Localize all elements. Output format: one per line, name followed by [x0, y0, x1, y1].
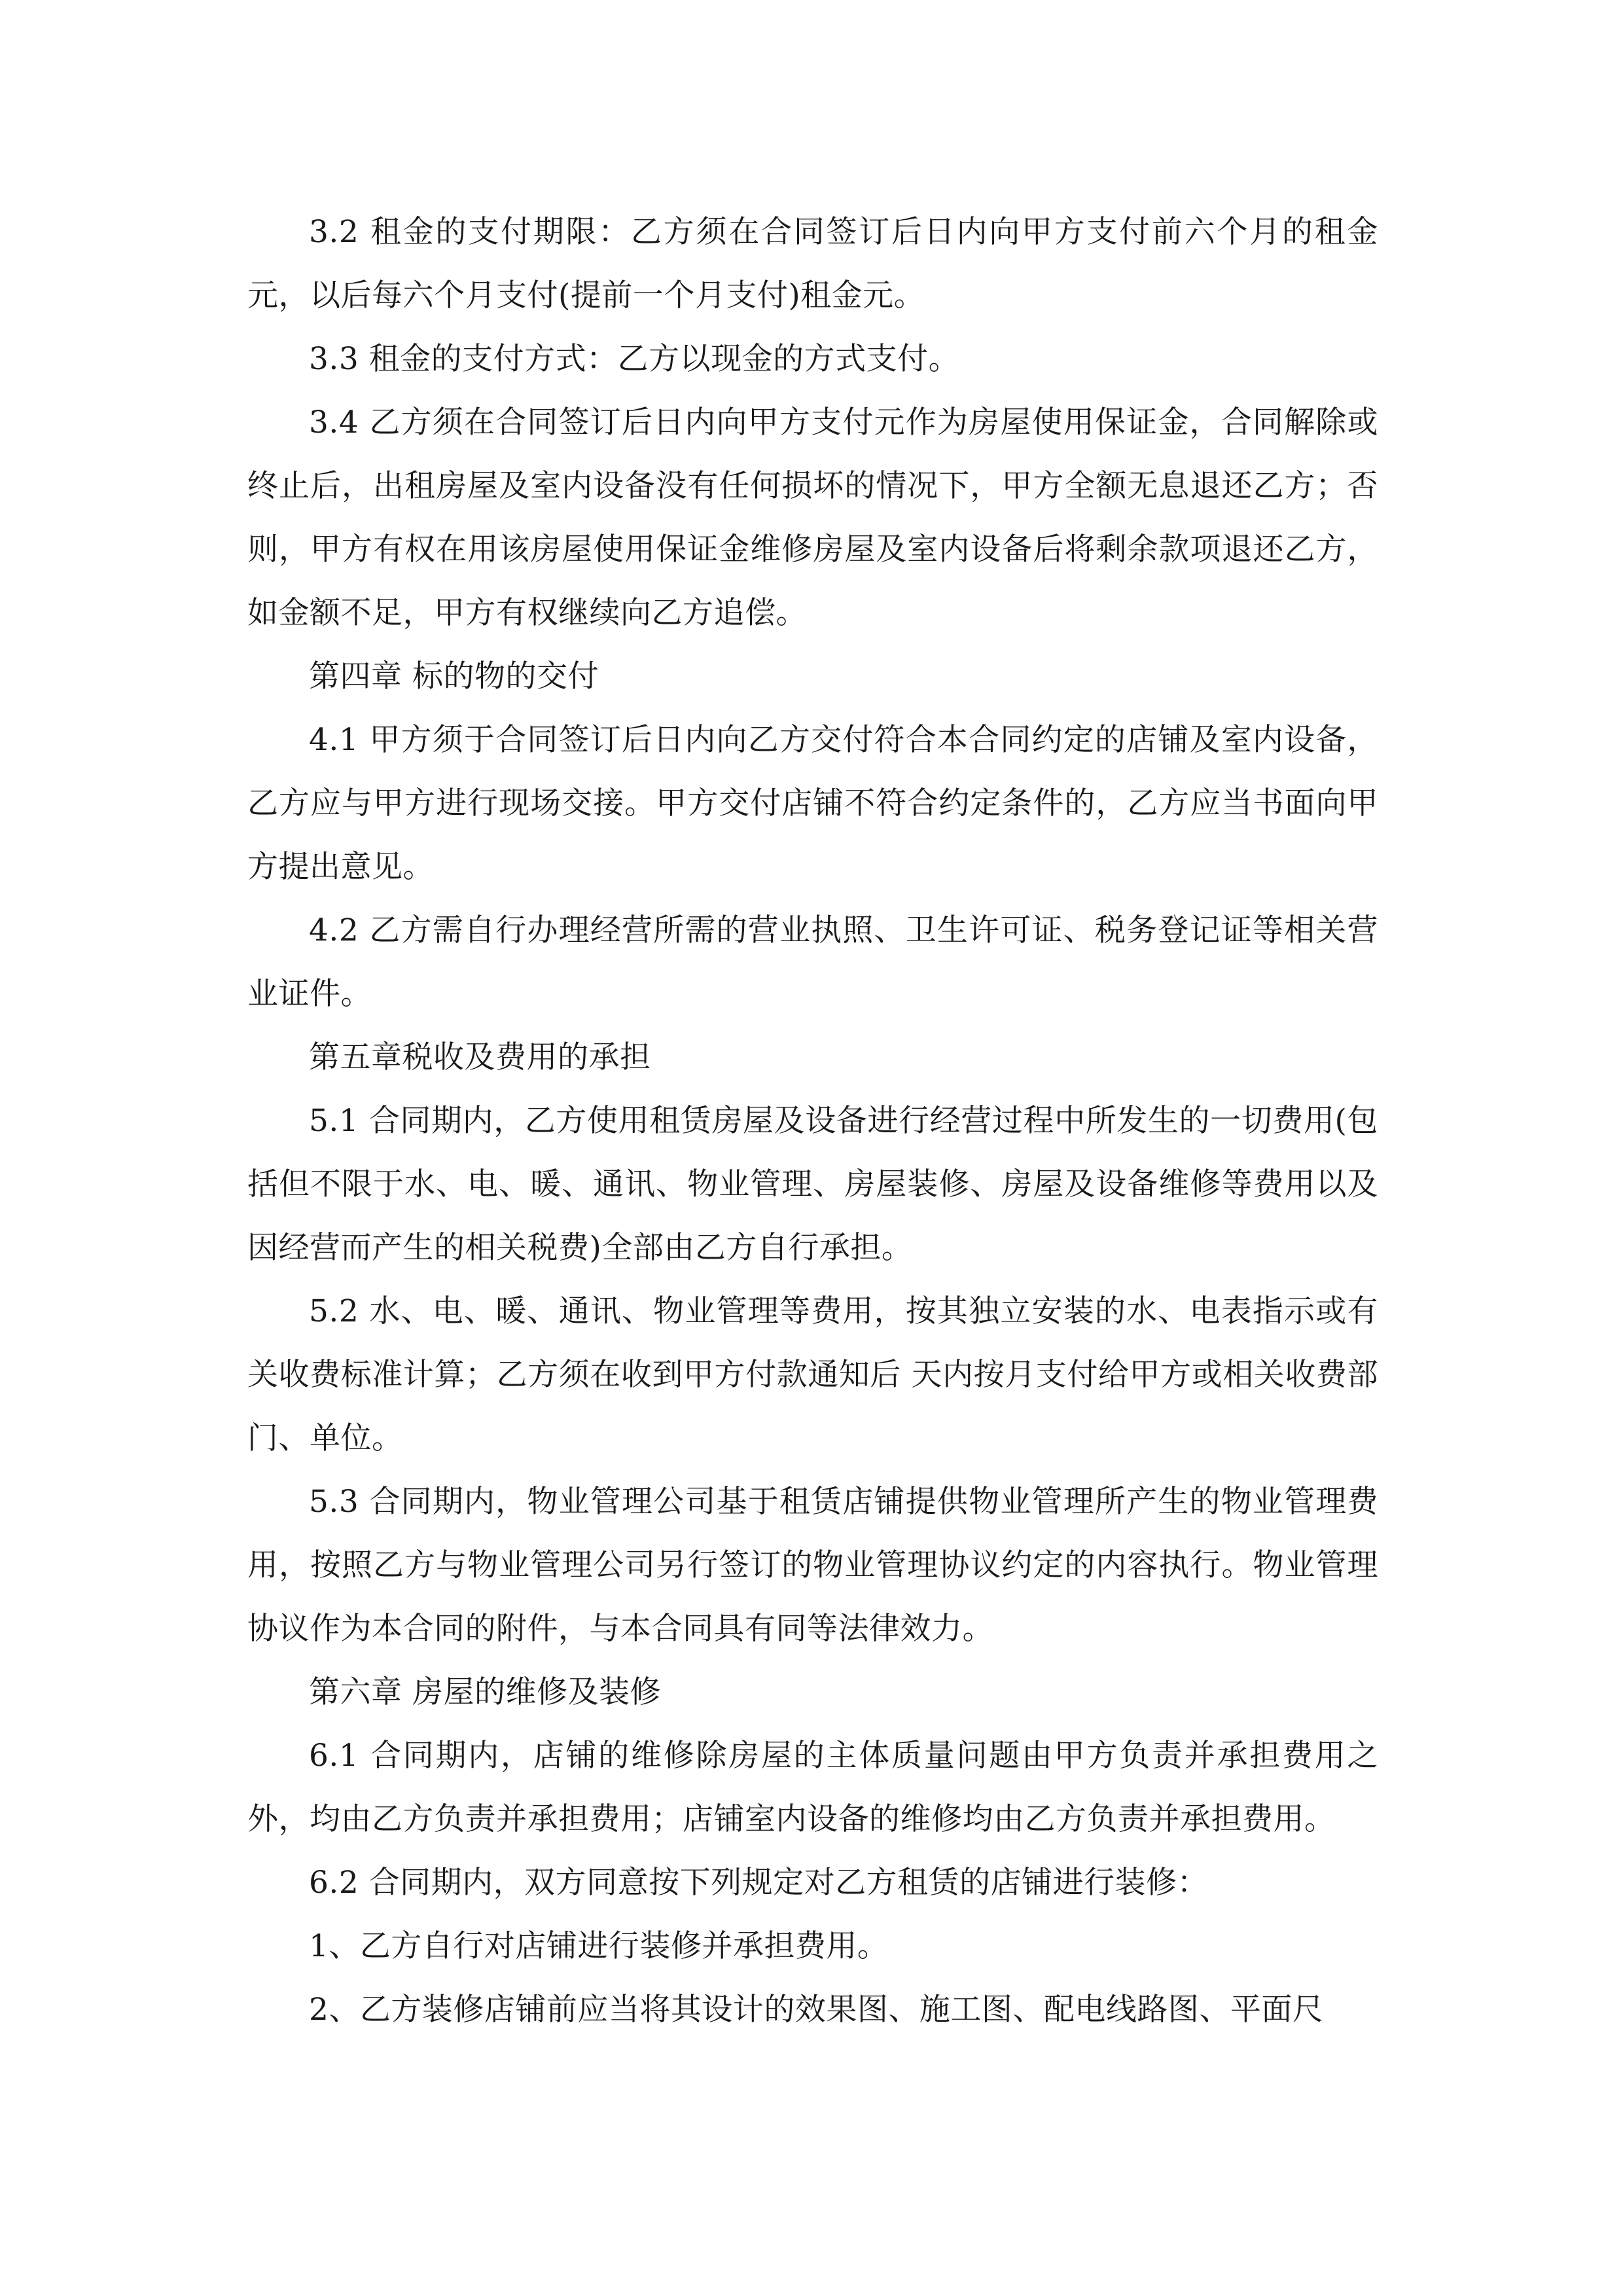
document-body [247, 200, 1378, 2041]
chapter-5-heading: 第五章税收及费用的承担 [309, 1039, 651, 1075]
paragraph-4-2: 4.2 乙方需自行办理经营所需的营业执照、卫生许可证、税务登记证等相关营业证件。 [247, 912, 1378, 1012]
list-item-2: 2、乙方装修店铺前应当将其设计的效果图、施工图、配电线路图、平面尺 [309, 1992, 1324, 2028]
paragraph-6-1: 6.1 合同期内，店铺的维修除房屋的主体质量问题由甲方负责并承担费用之外，均由乙方负责并承担费用；店铺室内设备的维修均由乙方负责并承担费用。 [247, 1738, 1378, 1837]
paragraph-5-3: 5.3 合同期内，物业管理公司基于租赁店铺提供物业管理所产生的物业管理费用，按照乙方与物业管理公司另行签订的物业管理协议约定的内容执行。物业管理协议作为本合同的附件，与本合同具有同等法律效力。 [247, 1484, 1378, 1647]
chapter-4-heading: 第四章 标的物的交付 [309, 658, 599, 694]
paragraph-6-2: 6.2 合同期内，双方同意按下列规定对乙方租赁的店铺进行装修： [309, 1865, 1209, 1901]
chapter-6-heading: 第六章 房屋的维修及装修 [309, 1674, 661, 1710]
list-item-1: 1、乙方自行对店铺进行装修并承担费用。 [309, 1928, 889, 1964]
paragraph-3-2: 3.2 租金的支付期限：乙方须在合同签订后日内向甲方支付前六个月的租金元，以后每六个月支付(提前一个月支付)租金元。 [247, 214, 1378, 314]
paragraph-5-1: 5.1 合同期内，乙方使用租赁房屋及设备进行经营过程中所发生的一切费用(包括但不限于水、电、暖、通讯、物业管理、房屋装修、房屋及设备维修等费用以及因经营而产生的相关税费)全部由乙方自行承担。 [247, 1103, 1378, 1266]
paragraph-4-1: 4.1 甲方须于合同签订后日内向乙方交付符合本合同约定的店铺及室内设备，乙方应与甲方进行现场交接。甲方交付店铺不符合约定条件的，乙方应当书面向甲方提出意见。 [247, 722, 1378, 885]
paragraph-3-4: 3.4 乙方须在合同签订后日内向甲方支付元作为房屋使用保证金，合同解除或终止后，出租房屋及室内设备没有任何损坏的情况下，甲方全额无息退还乙方；否则，甲方有权在用该房屋使用保证金维修房屋及室内设备后将剩余款项退还乙方，如金额不足，甲方有权继续向乙方追偿。 [247, 404, 1378, 631]
paragraph-3-3: 3.3 租金的支付方式：乙方以现金的方式支付。 [309, 341, 960, 377]
paragraph-5-2: 5.2 水、电、暖、通讯、物业管理等费用，按其独立安装的水、电表指示或有关收费标准计算；乙方须在收到甲方付款通知后 天内按月支付给甲方或相关收费部门、单位。 [247, 1293, 1378, 1456]
